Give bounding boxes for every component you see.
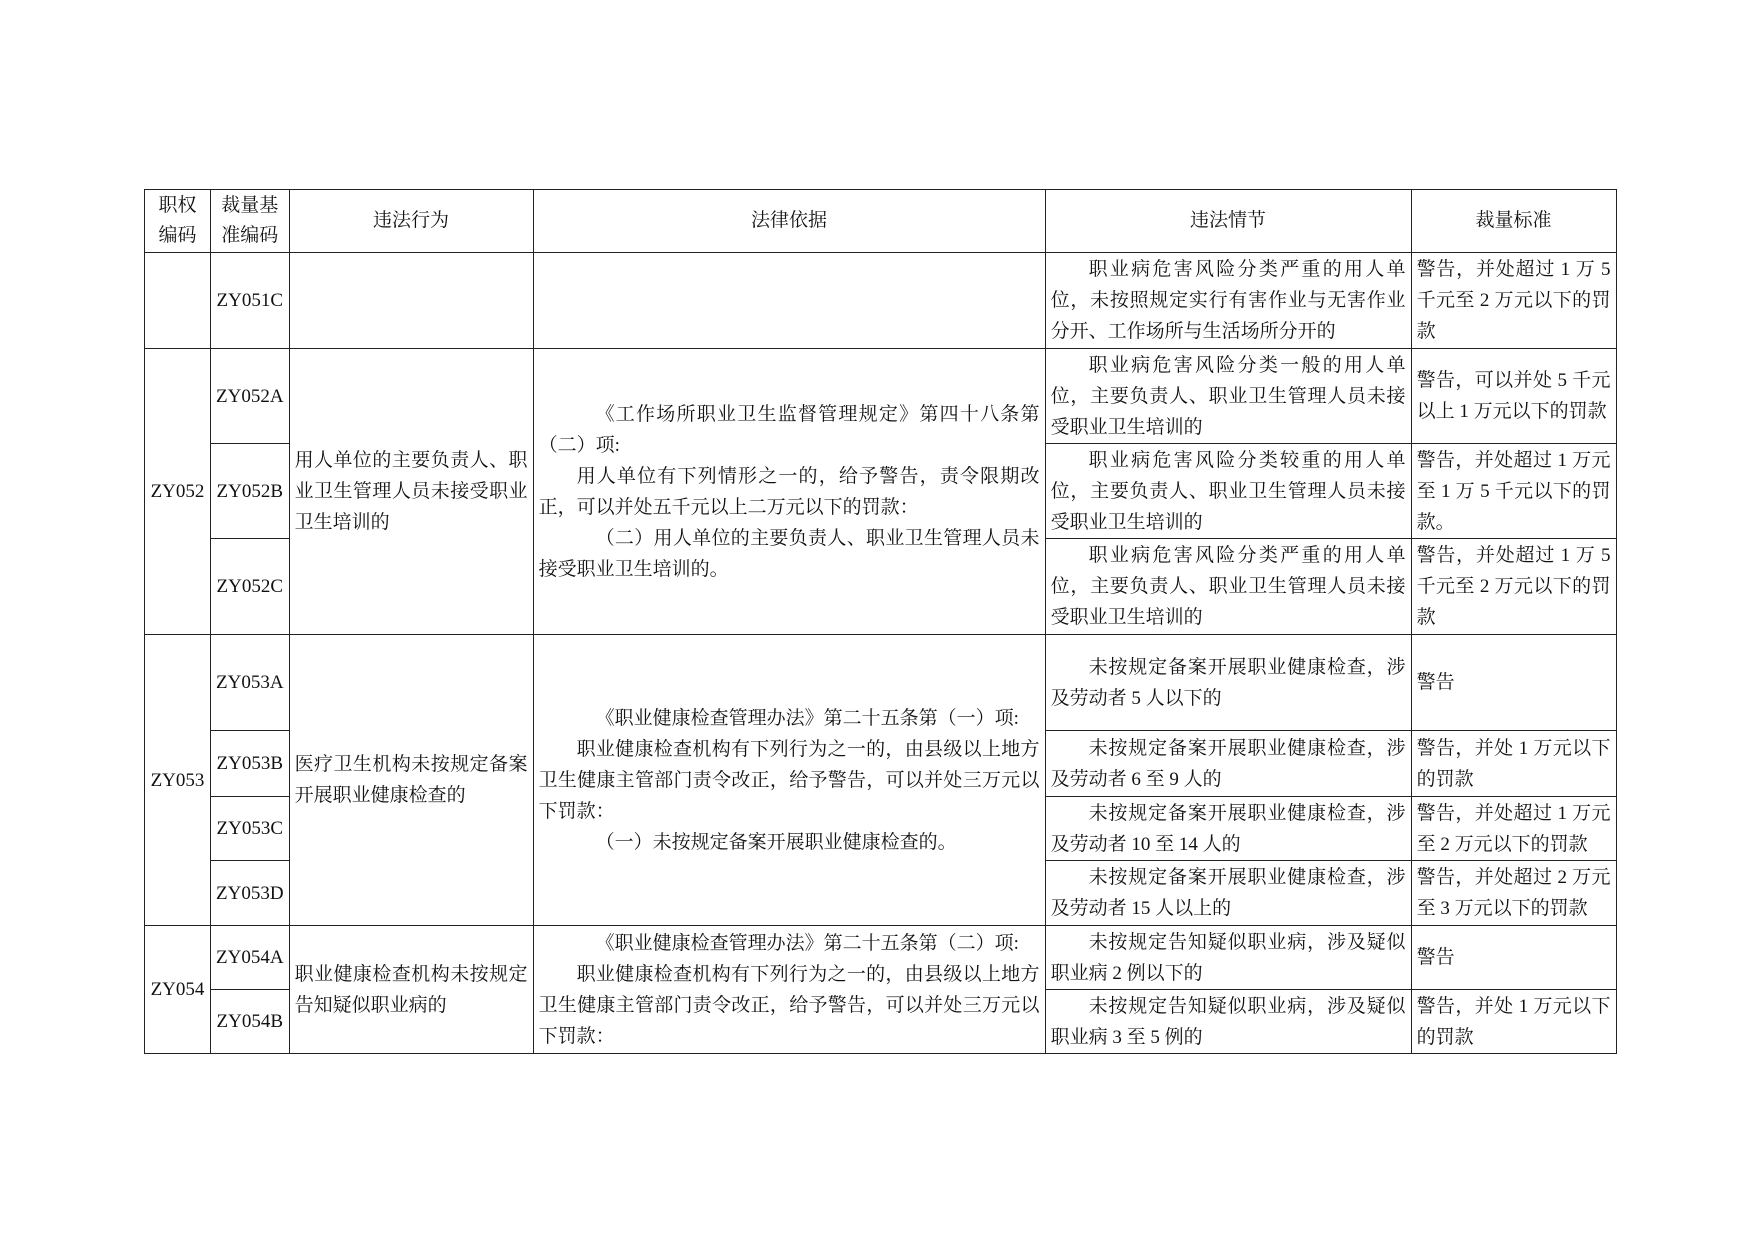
violation-cell-empty (289, 253, 533, 349)
standard-text: 警告，并处超过 1 万 5 千元至 2 万元以下的罚款 (1411, 539, 1616, 635)
benchmark-code: ZY054B (211, 990, 290, 1054)
benchmark-code: ZY053B (211, 731, 290, 797)
header-legal-basis: 法律依据 (533, 190, 1045, 253)
legal-basis-citation: 《职业健康检查管理办法》第二十五条第（一）项: (595, 707, 1019, 729)
circumstance-text: 未按规定备案开展职业健康检查，涉及劳动者 10 至 14 人的 (1045, 797, 1411, 861)
standard-text: 警告，可以并处 5 千元以上 1 万元以下的罚款 (1411, 349, 1616, 444)
circumstance-text: 未按规定备案开展职业健康检查，涉及劳动者 5 人以下的 (1045, 635, 1411, 731)
benchmark-code: ZY054A (211, 926, 290, 990)
standard-text: 警告，并处超过 2 万元至 3 万元以下的罚款 (1411, 861, 1616, 926)
circumstance-text: 未按规定备案开展职业健康检查，涉及劳动者 6 至 9 人的 (1045, 731, 1411, 797)
legal-basis-item: （一）未按规定备案开展职业健康检查的。 (595, 831, 957, 853)
penalty-discretion-table (144, 189, 1617, 1054)
circumstance-text: 职业病危害风险分类一般的用人单位，主要负责人、职业卫生管理人员未接受职业卫生培训的 (1045, 349, 1411, 444)
circumstance-text: 职业病危害风险分类严重的用人单位，未按照规定实行有害作业与无害作业分开、工作场所与生活场所分开的 (1045, 253, 1411, 349)
circumstance-text: 职业病危害风险分类较重的用人单位，主要负责人、职业卫生管理人员未接受职业卫生培训的 (1045, 444, 1411, 539)
legal-basis-text (533, 635, 1045, 926)
table-row (145, 926, 1617, 990)
benchmark-code: ZY052A (211, 349, 290, 444)
legal-basis-item: （二）用人单位的主要负责人、职业卫生管理人员未接受职业卫生培训的。 (538, 527, 1040, 580)
violation-text: 医疗卫生机构未按规定备案开展职业健康检查的 (289, 635, 533, 926)
circumstance-text: 未按规定告知疑似职业病，涉及疑似职业病 3 至 5 例的 (1045, 990, 1411, 1054)
header-benchmark-code: 裁量基准编码 (211, 190, 290, 253)
legal-basis-clause: 用人单位有下列情形之一的，给予警告，责令限期改正，可以并处五千元以上二万元以下的罚款： (538, 465, 1040, 518)
standard-text: 警告，并处 1 万元以下的罚款 (1411, 990, 1616, 1054)
legal-basis-citation: 《职业健康检查管理办法》第二十五条第（二）项: (595, 932, 1019, 954)
table-row (145, 349, 1617, 444)
violation-text: 职业健康检查机构未按规定告知疑似职业病的 (289, 926, 533, 1054)
benchmark-code: ZY053C (211, 797, 290, 861)
authority-code: ZY053 (145, 635, 211, 926)
legal-basis-text (533, 349, 1045, 635)
benchmark-code: ZY051C (211, 253, 290, 349)
legal-basis-text (533, 926, 1045, 1054)
standard-text: 警告，并处超过 1 万 5 千元至 2 万元以下的罚款 (1411, 253, 1616, 349)
header-circumstance: 违法情节 (1045, 190, 1411, 253)
header-standard: 裁量标准 (1411, 190, 1616, 253)
standard-text: 警告，并处超过 1 万元至 1 万 5 千元以下的罚款。 (1411, 444, 1616, 539)
benchmark-code: ZY052C (211, 539, 290, 635)
legal-basis-clause: 职业健康检查机构有下列行为之一的，由县级以上地方卫生健康主管部门责令改正，给予警告，可以并处三万元以下罚款： (538, 738, 1040, 822)
standard-text: 警告 (1411, 926, 1616, 990)
standard-text: 警告，并处超过 1 万元至 2 万元以下的罚款 (1411, 797, 1616, 861)
table-row (145, 635, 1617, 731)
violation-text: 用人单位的主要负责人、职业卫生管理人员未接受职业卫生培训的 (289, 349, 533, 635)
header-violation: 违法行为 (289, 190, 533, 253)
header-authority-code: 职权编码 (145, 190, 211, 253)
benchmark-code: ZY052B (211, 444, 290, 539)
legal-basis-clause: 职业健康检查机构有下列行为之一的，由县级以上地方卫生健康主管部门责令改正，给予警告，可以并处三万元以下罚款： (538, 963, 1040, 1047)
table-row (145, 253, 1617, 349)
standard-text: 警告 (1411, 635, 1616, 731)
benchmark-code: ZY053A (211, 635, 290, 731)
circumstance-text: 职业病危害风险分类严重的用人单位，主要负责人、职业卫生管理人员未接受职业卫生培训的 (1045, 539, 1411, 635)
authority-code: ZY052 (145, 349, 211, 635)
authority-code: ZY054 (145, 926, 211, 1054)
circumstance-text: 未按规定告知疑似职业病，涉及疑似职业病 2 例以下的 (1045, 926, 1411, 990)
benchmark-code: ZY053D (211, 861, 290, 926)
header-row (145, 190, 1617, 253)
standard-text: 警告，并处 1 万元以下的罚款 (1411, 731, 1616, 797)
legal-basis-citation: 《工作场所职业卫生监督管理规定》第四十八条第（二）项: (538, 403, 1040, 456)
legal-basis-cell-empty (533, 253, 1045, 349)
authority-code-cell-empty (145, 253, 211, 349)
circumstance-text: 未按规定备案开展职业健康检查，涉及劳动者 15 人以上的 (1045, 861, 1411, 926)
